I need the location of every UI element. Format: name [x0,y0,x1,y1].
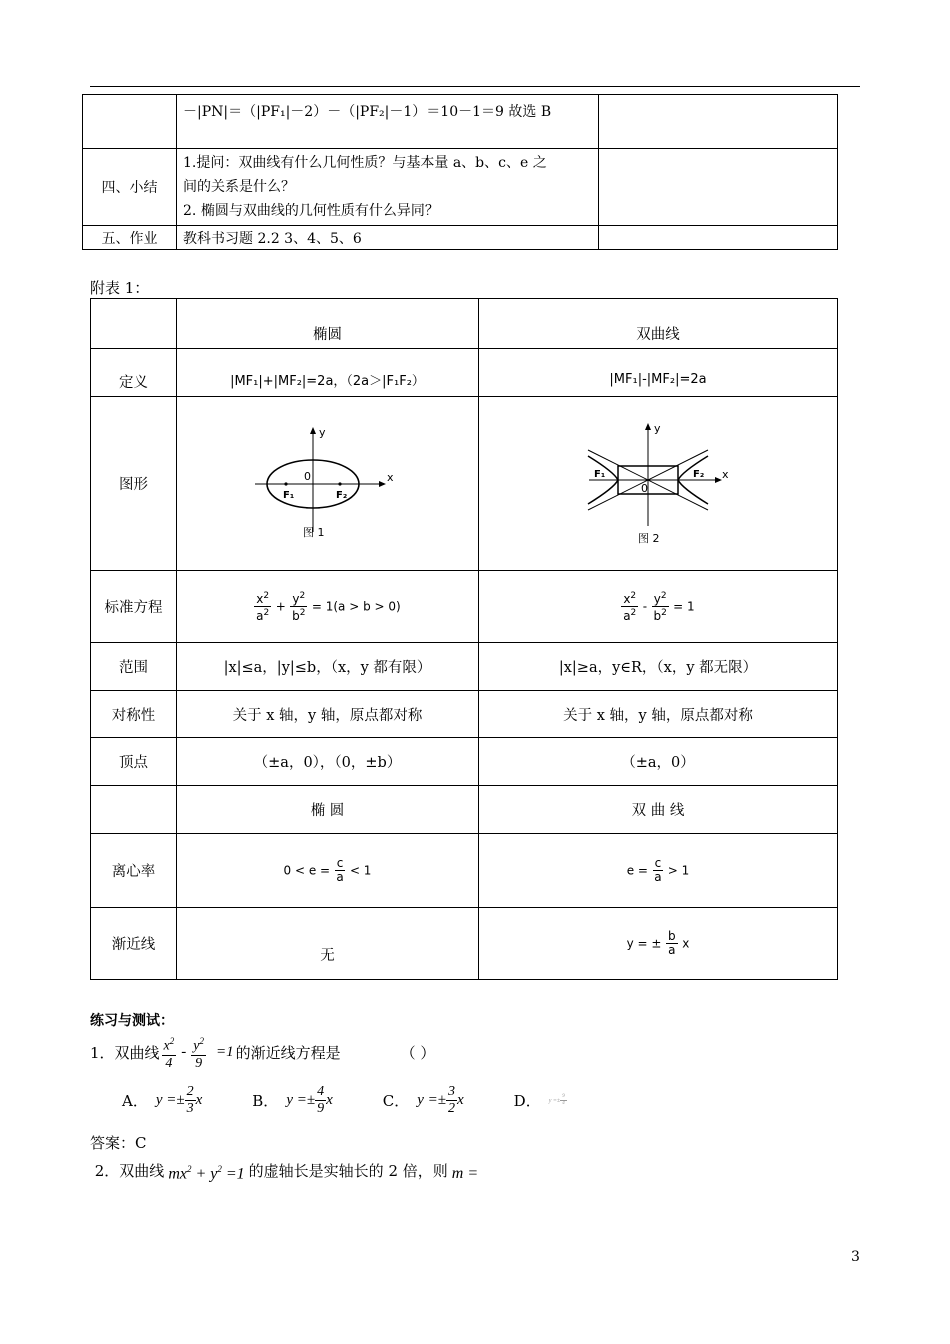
comparison-table [90,298,838,980]
definition-hyperbola: |MF₁|-|MF₂|=2a [479,349,838,397]
figure-1-caption: 图 1 [302,525,324,539]
question-2: 2．双曲线 $mx^2 + y^2 =1$ 的虚轴长是实轴长的 2 倍，则 m = [90,1162,479,1183]
asymptote-label: 渐近线 [91,908,177,980]
y-arrow [310,427,316,434]
ecc-hyperbola-post: > 1 [667,863,690,878]
asymptote-ellipse: 无 [177,908,479,980]
equation-hyperbola: $\frac{x^2}{a^2}$ - $\frac{y^2}{b^2}$ = 1 [479,571,838,643]
y-label: y [654,421,661,435]
option-a-label: A． [122,1092,148,1110]
subheader-ellipse: 椭 圆 [177,786,479,834]
symmetry-ellipse: 关于 x 轴，y 轴，原点都对称 [177,691,479,738]
symmetry-label: 对称性 [91,691,177,738]
range-label: 范围 [91,643,177,691]
exercise-title: 练习与测试： [90,1013,174,1029]
ellipse-figure [253,424,403,544]
subheader-hyperbola: 双 曲 线 [479,786,838,834]
row-label-empty [83,95,177,149]
range-hyperbola: |x|≥a，y∈R，（x，y 都无限） [479,643,838,691]
summary-line-3: 2. 椭圆与双曲线的几何性质有什么异同？ [183,203,439,219]
focus-2 [338,482,341,485]
corner-cell [91,299,177,349]
range-ellipse: |x|≤a，|y|≤b，（x，y 都有限） [177,643,479,691]
ecc-ellipse-pre: 0 < e = [283,863,331,878]
page-number: 3 [851,1249,860,1265]
ecc-hyperbola-pre: e = [626,863,648,878]
remark-cell [598,226,837,250]
remark-cell [598,149,837,226]
q2-variable: m = [451,1164,479,1182]
ellipse-figure-cell [177,397,479,571]
derivation-cell: －|PN|＝（|PF₁|－2）－（|PF₂|－1）＝10－1＝9 故选 B [177,95,599,149]
focus-1 [284,482,287,485]
x-label: x [386,470,394,484]
equation-label: 标准方程 [91,571,177,643]
summary-line-1: 1.提问：双曲线有什么几何性质？与基本量 a、b、c、e 之 [183,155,547,171]
homework-label: 五、作业 [83,226,177,250]
asym-pre: y = ± [626,936,662,951]
origin-label: 0 [303,469,311,483]
equation-hyperbola-rhs: = 1 [673,599,695,614]
y-label: y [318,425,326,439]
origin-label: 0 [641,481,648,495]
homework-cell: 教科书习题 2.2 3、4、5、6 [177,226,599,250]
question-1-options: A． y =± $\frac{2}{3}$ x B． y =± $\frac{4}{9}$ x C． y =± $\frac{3}{2}$ x D． y =± $\frac{9}{4}$ [122,1084,565,1116]
asymptote-hyperbola: y = ± $\frac{b}{a}$ x [479,908,838,980]
vertex-ellipse: （±a，0），（0，±b） [177,738,479,786]
summary-cell [177,149,599,226]
option-d-label: D． [513,1092,541,1110]
q1-answer-blank: （ ） [400,1043,436,1062]
header-hyperbola: 双曲线 [479,299,838,349]
y-arrow [645,423,651,430]
eccentricity-label: 离心率 [91,834,177,908]
x-arrow [379,481,386,487]
summary-line-2: 间的关系是什么？ [183,179,296,195]
x-label: x [722,467,729,481]
q1-suffix: 的渐近线方程是 [235,1043,341,1062]
vertex-label: 顶点 [91,738,177,786]
option-c-label: C． [382,1092,410,1110]
ecc-ellipse-post: < 1 [349,863,372,878]
vertex-hyperbola: （±a，0） [479,738,838,786]
header-rule [90,86,860,87]
asym-post: x [682,936,690,951]
q2-prefix: 2．双曲线 [90,1162,165,1181]
f1-label: F₁ [594,468,606,480]
eccentricity-hyperbola: e = $\frac{c}{a}$ > 1 [479,834,838,908]
summary-label: 四、小结 [83,149,177,226]
lesson-table [82,94,838,250]
equation-ellipse: $\frac{x^2}{a^2}$ + $\frac{y^2}{b^2}$ = 1(a > b > 0) [177,571,479,643]
symmetry-hyperbola: 关于 x 轴，y 轴，原点都对称 [479,691,838,738]
question-1: 1．双曲线 $\frac{x^2}{4}$ - $\frac{y^2}{9}$ =1 的渐近线方程是 （ ） [90,1033,435,1072]
option-b-label: B． [252,1092,279,1110]
appendix-title: 附表 1： [90,279,150,297]
eccentricity-ellipse: 0 < e = $\frac{c}{a}$ < 1 [177,834,479,908]
header-ellipse: 椭圆 [177,299,479,349]
figure-label: 图形 [91,397,177,571]
figure-2-caption: 图 2 [638,531,660,545]
q1-prefix: 1．双曲线 [90,1043,160,1062]
x-arrow [715,477,722,483]
hyperbola-figure-cell [479,397,838,571]
q2-suffix: 的虚轴长是实轴长的 2 倍，则 [248,1162,448,1181]
remark-cell [598,95,837,149]
subheader-corner [91,786,177,834]
f2-label: F₂ [693,468,705,480]
definition-ellipse: |MF₁|+|MF₂|=2a，（2a＞|F₁F₂） [177,349,479,397]
f1-label: F₁ [282,489,294,501]
hyperbola-figure [583,420,733,548]
equation-ellipse-rhs: = 1(a > b > 0) [311,599,401,614]
definition-label: 定义 [91,349,177,397]
answer-line: 答案：C [90,1134,147,1152]
f2-label: F₂ [335,489,347,501]
